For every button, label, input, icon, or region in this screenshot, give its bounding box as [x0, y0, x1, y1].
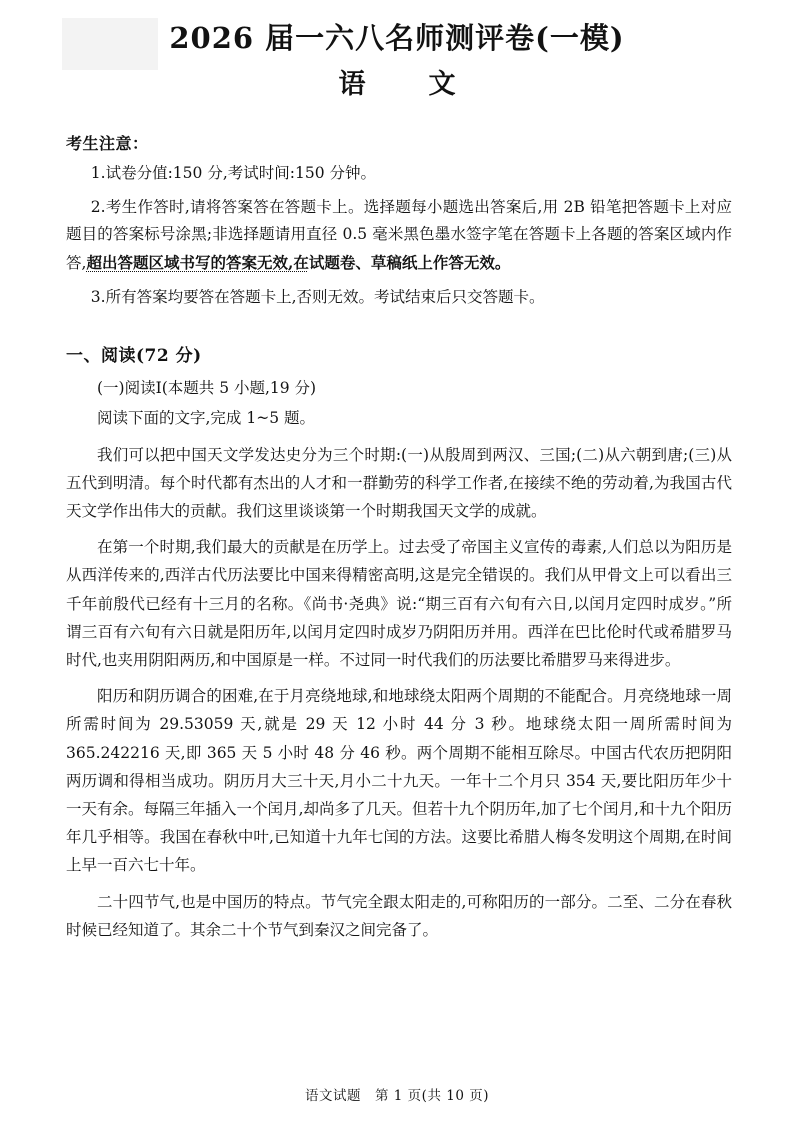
passage-paragraph-2: 在第一个时期,我们最大的贡献是在历学上。过去受了帝国主义宣传的毒素,人们总以为阳历是从西洋传来的,西洋古代历法要比中国来得精密高明,这是完全错误的。我们从甲骨文上可以看出三千年前殷代已经有十三月的名称。《尚书·尧典》说:“期三百有六旬有六日,以闰月定四时成岁。”所谓三百有六旬有六日就是阳历年,以闰月定四时成岁乃阴阳历并用。西洋在巴比伦时代或希腊罗马时代,也夹用阴阳两历,和中国原是一样。不过同一时代我们的历法要比希腊罗马来得进步。	[66, 538, 732, 669]
notice-item-1	[66, 160, 732, 188]
notice-heading: 考生注意：	[66, 134, 149, 154]
passage-paragraph-1: 我们可以把中国天文学发达史分为三个时期:(一)从殷周到两汉、三国;(二)从六朝到唐;(三)从五代到明清。每个时代都有杰出的人才和一群勤劳的科学工作者,在接续不绝的劳动着,为我国古代天文学作出伟大的贡献。我们这里谈谈第一个时期我国天文学的成就。	[66, 445, 732, 520]
notice-item-1-text: 1.试卷分值:150 分,考试时间:150 分钟。	[90, 164, 376, 183]
footer-label: 语文试题	[305, 1088, 362, 1104]
scan-artifact	[62, 18, 158, 70]
notice-item-3	[66, 284, 732, 312]
notice-item-2-emphasis-a: 超出答题区域书写的答案无效,在	[86, 252, 309, 272]
passage-paragraph-4: 二十四节气,也是中国历的特点。节气完全跟太阳走的,可称阳历的一部分。二至、二分在春秋时候已经知道了。其余二十个节气到秦汉之间完备了。	[66, 892, 732, 939]
notice-item-2-text: 2.考生作答时,请将答案答在答题卡上。选择题每小题选出答案后,用 2B 铅笔把答题卡上对应题目的答案标号涂黑;非选择题请用直径 0.5 毫米黑色墨水签字笔在答题卡上各题的答案区域内作答,	[66, 197, 732, 272]
notice-item-2-emphasis-b: 试题卷、草稿纸上作答无效。	[308, 252, 511, 272]
notice-item-2	[66, 194, 732, 278]
notice-item-2-block	[66, 194, 732, 278]
notice-item-3-text: 3.所有答案均要答在答题卡上,否则无效。考试结束后只交答题卡。	[90, 287, 545, 306]
page-title: 2026 届一六八名师测评卷(一模)	[169, 21, 625, 55]
footer-page-number: 第 1 页(共 10 页)	[375, 1088, 489, 1104]
subject-title: 语 文	[338, 69, 474, 101]
subsection-heading: (一)阅读Ⅰ(本题共 5 小题,19 分)	[97, 379, 317, 398]
paper-content	[0, 131, 794, 944]
reading-instruction: 阅读下面的文字,完成 1~5 题。	[97, 409, 315, 428]
page-footer	[0, 1084, 794, 1104]
section-heading-reading: 一、阅读(72 分)	[66, 346, 202, 367]
passage-paragraph-3: 阳历和阴历调合的困难,在于月亮绕地球,和地球绕太阳两个周期的不能配合。月亮绕地球一周所需时间为 29.53059 天,就是 29 天 12 小时 44 分 3 秒。地球绕太阳一周所需时间为365.242216 天,即 365 天 5 小时 48 分 46 秒。两个周期不能相互除尽。中国古代农历把阴阳两历调和得相当成功。阴历月大三十天,月小二十九天。一年十二个月只 354 天,要比阳历年少十一天有余。每隔三年插入一个闰月,却尚多了几天。但若十九个阴历年,加了七个闰月,和十九个阳历年几乎相等。我国在春秋中叶,已知道十九年七闰的方法。这要比希腊人梅冬发明这个周期,在时间上早一百六七十年。	[66, 687, 732, 875]
